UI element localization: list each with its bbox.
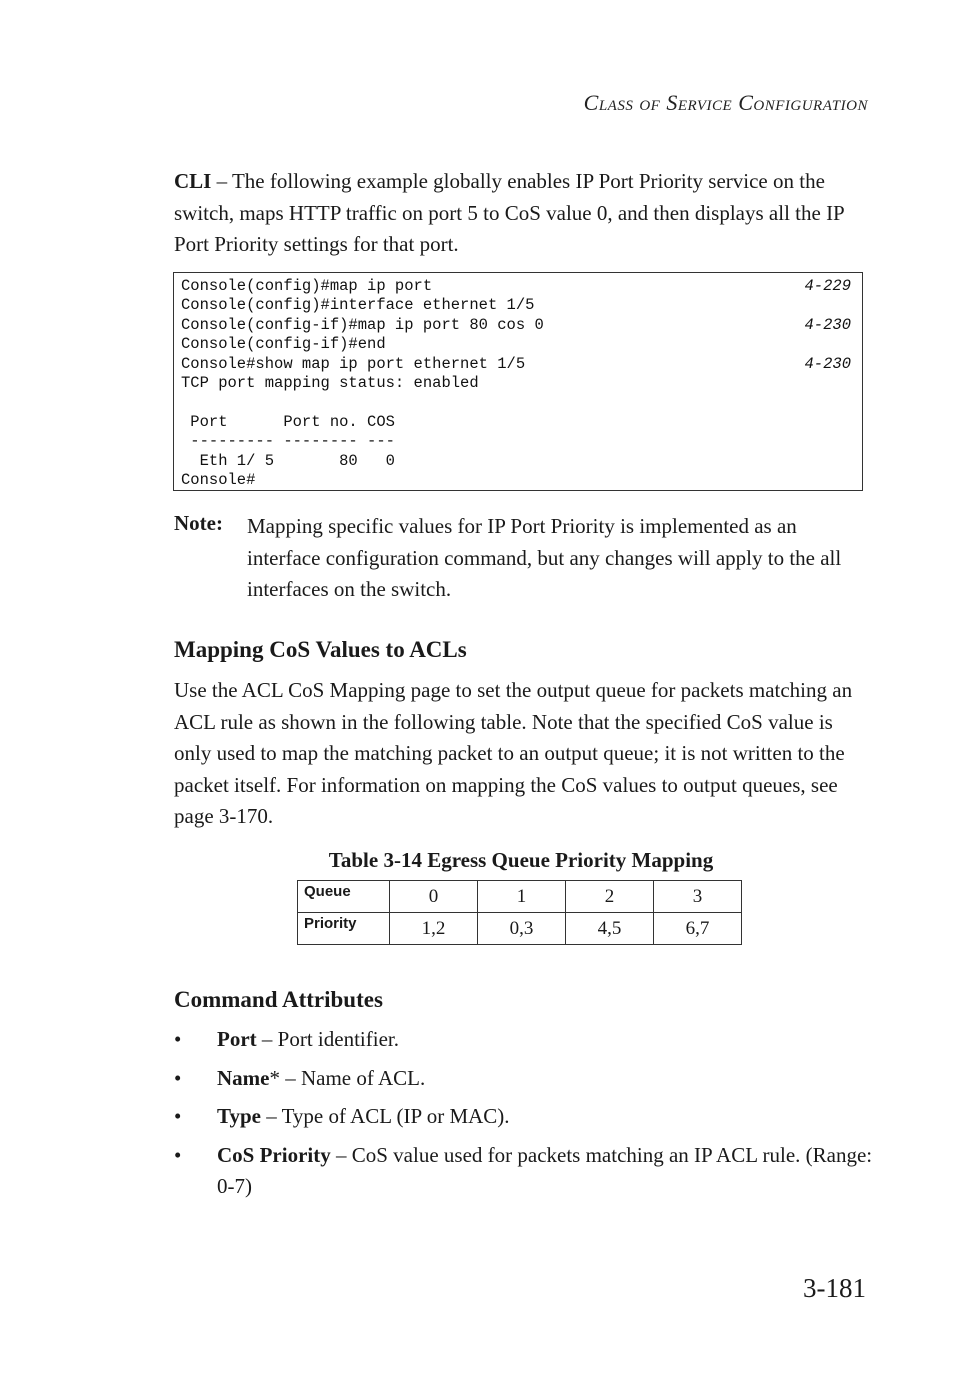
cli-line <box>181 471 855 490</box>
cli-page-ref <box>851 432 855 451</box>
running-header: Class of Service Configuration <box>583 90 868 115</box>
note-text: Mapping specific values for IP Port Priority is implemented as an interface configuration command, but any changes will apply to the all interfaces on the switch. <box>247 514 842 601</box>
table-row-queue <box>298 881 742 913</box>
list-item <box>174 1063 874 1095</box>
attr-term: Type <box>217 1104 261 1128</box>
attribute-list <box>174 1024 874 1210</box>
cli-line <box>181 316 855 335</box>
note-label: Note: <box>174 511 223 535</box>
cli-line <box>181 335 855 354</box>
cli-command: Console(config)#interface ethernet 1/5 <box>181 296 535 315</box>
intro-paragraph <box>174 166 874 261</box>
mapping-paragraph: Use the ACL CoS Mapping page to set the output queue for packets matching an ACL rule as shown in the following table. Note that the specified CoS value is only used to map the matching packet to an output queue; it is not written to the packet itself. For information on mapping the CoS values to output queues, see page 3-170. <box>174 678 853 828</box>
attr-desc: * – Name of ACL. <box>269 1065 426 1090</box>
cli-line <box>181 452 855 471</box>
section-heading-attributes: Command Attributes <box>174 987 383 1012</box>
bullet-icon: • <box>174 1027 182 1051</box>
cli-page-ref <box>851 413 855 432</box>
bullet-icon: • <box>174 1142 182 1167</box>
cli-command: Port Port no. COS <box>181 412 395 431</box>
cli-command: Console#show map ip port ethernet 1/5 <box>181 354 526 373</box>
row-head-priority: Priority <box>298 913 390 945</box>
cli-example-box <box>173 272 863 491</box>
cli-command: Console(config)#map ip port <box>181 277 433 295</box>
cli-command: Console# <box>181 470 256 489</box>
table-cell: 4,5 <box>566 913 654 945</box>
cli-line <box>181 374 855 393</box>
cli-command: Console(config-if)#end <box>181 335 386 354</box>
page-number: 3-181 <box>803 1273 866 1303</box>
cli-command: Eth 1/ 5 80 0 <box>181 451 395 470</box>
table-cell: 0,3 <box>478 913 566 945</box>
table-cell: 1,2 <box>390 913 478 945</box>
cli-page-ref <box>851 296 855 315</box>
cli-command <box>181 393 190 412</box>
table-cell: 3 <box>654 881 742 913</box>
bullet-icon: • <box>174 1065 182 1090</box>
cli-line <box>181 355 855 374</box>
cli-line <box>181 413 855 432</box>
cli-command: Console(config-if)#map ip port 80 cos 0 <box>181 315 544 334</box>
cli-page-ref <box>851 452 855 471</box>
attr-term: Port <box>217 1027 257 1051</box>
cli-page-ref: 4-230 <box>804 315 851 334</box>
cli-line <box>181 296 855 315</box>
table-cell: 0 <box>390 881 478 913</box>
cli-page-ref: 4-229 <box>804 277 851 295</box>
cli-page-ref: 4-230 <box>804 354 851 373</box>
cli-page-ref <box>851 335 855 354</box>
section-heading-mapping: Mapping CoS Values to ACLs <box>174 637 467 662</box>
table-caption: Table 3-14 Egress Queue Priority Mapping <box>328 848 714 872</box>
list-item <box>174 1024 874 1056</box>
cli-line <box>181 393 855 412</box>
cli-page-ref <box>851 471 855 490</box>
cli-command: TCP port mapping status: enabled <box>181 373 479 392</box>
cli-line <box>181 432 855 451</box>
cli-page-ref <box>851 393 855 412</box>
attr-desc: – Port identifier. <box>256 1027 399 1051</box>
row-head-queue: Queue <box>298 881 390 913</box>
cli-command: --------- -------- --- <box>181 432 395 451</box>
cli-page-ref <box>851 374 855 393</box>
attr-term: Name <box>217 1065 270 1090</box>
table-row-priority <box>298 913 742 945</box>
table-cell: 2 <box>566 881 654 913</box>
bullet-icon: • <box>174 1104 182 1128</box>
table-cell: 6,7 <box>654 913 742 945</box>
attr-desc: – Type of ACL (IP or MAC). <box>260 1104 510 1128</box>
intro-lead: CLI <box>174 169 212 193</box>
cli-code <box>181 277 855 490</box>
attr-desc: – CoS value used for packets matching an IP ACL rule. (Range: 0-7) <box>217 1142 873 1198</box>
list-item <box>174 1140 874 1203</box>
attr-term: CoS Priority <box>217 1142 331 1167</box>
list-item <box>174 1101 874 1133</box>
egress-queue-table <box>297 880 742 945</box>
intro-text: – The following example globally enables IP Port Priority service on the switch, maps HTTP traffic on port 5 to CoS value 0, and then displays all the IP Port Priority settings for that port. <box>174 169 844 256</box>
table-cell: 1 <box>478 881 566 913</box>
cli-line <box>181 277 855 296</box>
